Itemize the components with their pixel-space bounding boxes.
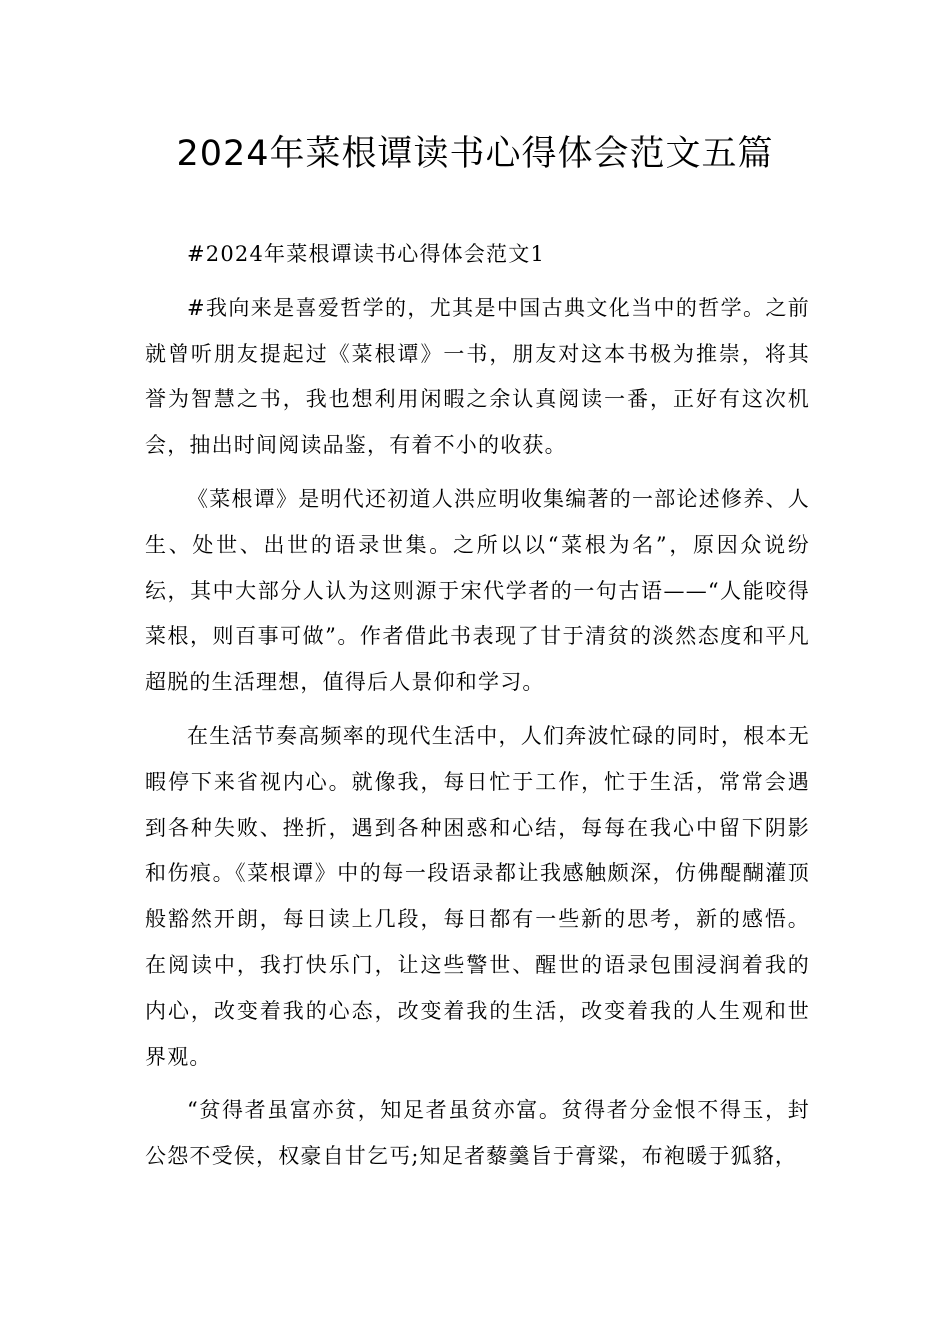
section-heading: #2024年菜根谭读书心得体会范文1 [187, 242, 545, 266]
document-body [145, 232, 810, 1188]
paragraph: “贫得者虽富亦贫，知足者虽贫亦富。贫得者分金恨不得玉，封公怨不受侯，权豪自甘乞丐;知足者藜羹旨于膏粱，布袍暖于狐貉， [145, 1098, 810, 1169]
document-title: 2024年菜根谭读书心得体会范文五篇 [176, 134, 774, 174]
paragraph: 在生活节奏高频率的现代生活中，人们奔波忙碌的同时，根本无暇停下来省视内心。就像我，每日忙于工作，忙于生活，常常会遇到各种失败、挫折，遇到各种困惑和心结，每每在我心中留下阴影和伤痕。《菜根谭》中的每一段语录都让我感触颇深，仿佛醍醐灌顶般豁然开朗，每日读上几段，每日都有一些新的思考，新的感悟。在阅读中，我打快乐门，让这些警世、醒世的语录包围浸润着我的内心，改变着我的心态，改变着我的生活，改变着我的人生观和世界观。 [145, 723, 810, 1069]
paragraph: 《菜根谭》是明代还初道人洪应明收集编著的一部论述修养、人生、处世、出世的语录世集。之所以以“菜根为名”，原因众说纷纭，其中大部分人认为这则源于宋代学者的一句古语——“人能咬得菜根，则百事可做”。作者借此书表现了甘于清贫的淡然态度和平凡超脱的生活理想，值得后人景仰和学习。 [145, 486, 810, 695]
paragraph: #我向来是喜爱哲学的，尤其是中国古典文化当中的哲学。之前就曾听朋友提起过《菜根谭》一书，朋友对这本书极为推崇，将其誉为智慧之书，我也想利用闲暇之余认真阅读一番，正好有这次机会，抽出时间阅读品鉴，有着不小的收获。 [145, 295, 810, 458]
